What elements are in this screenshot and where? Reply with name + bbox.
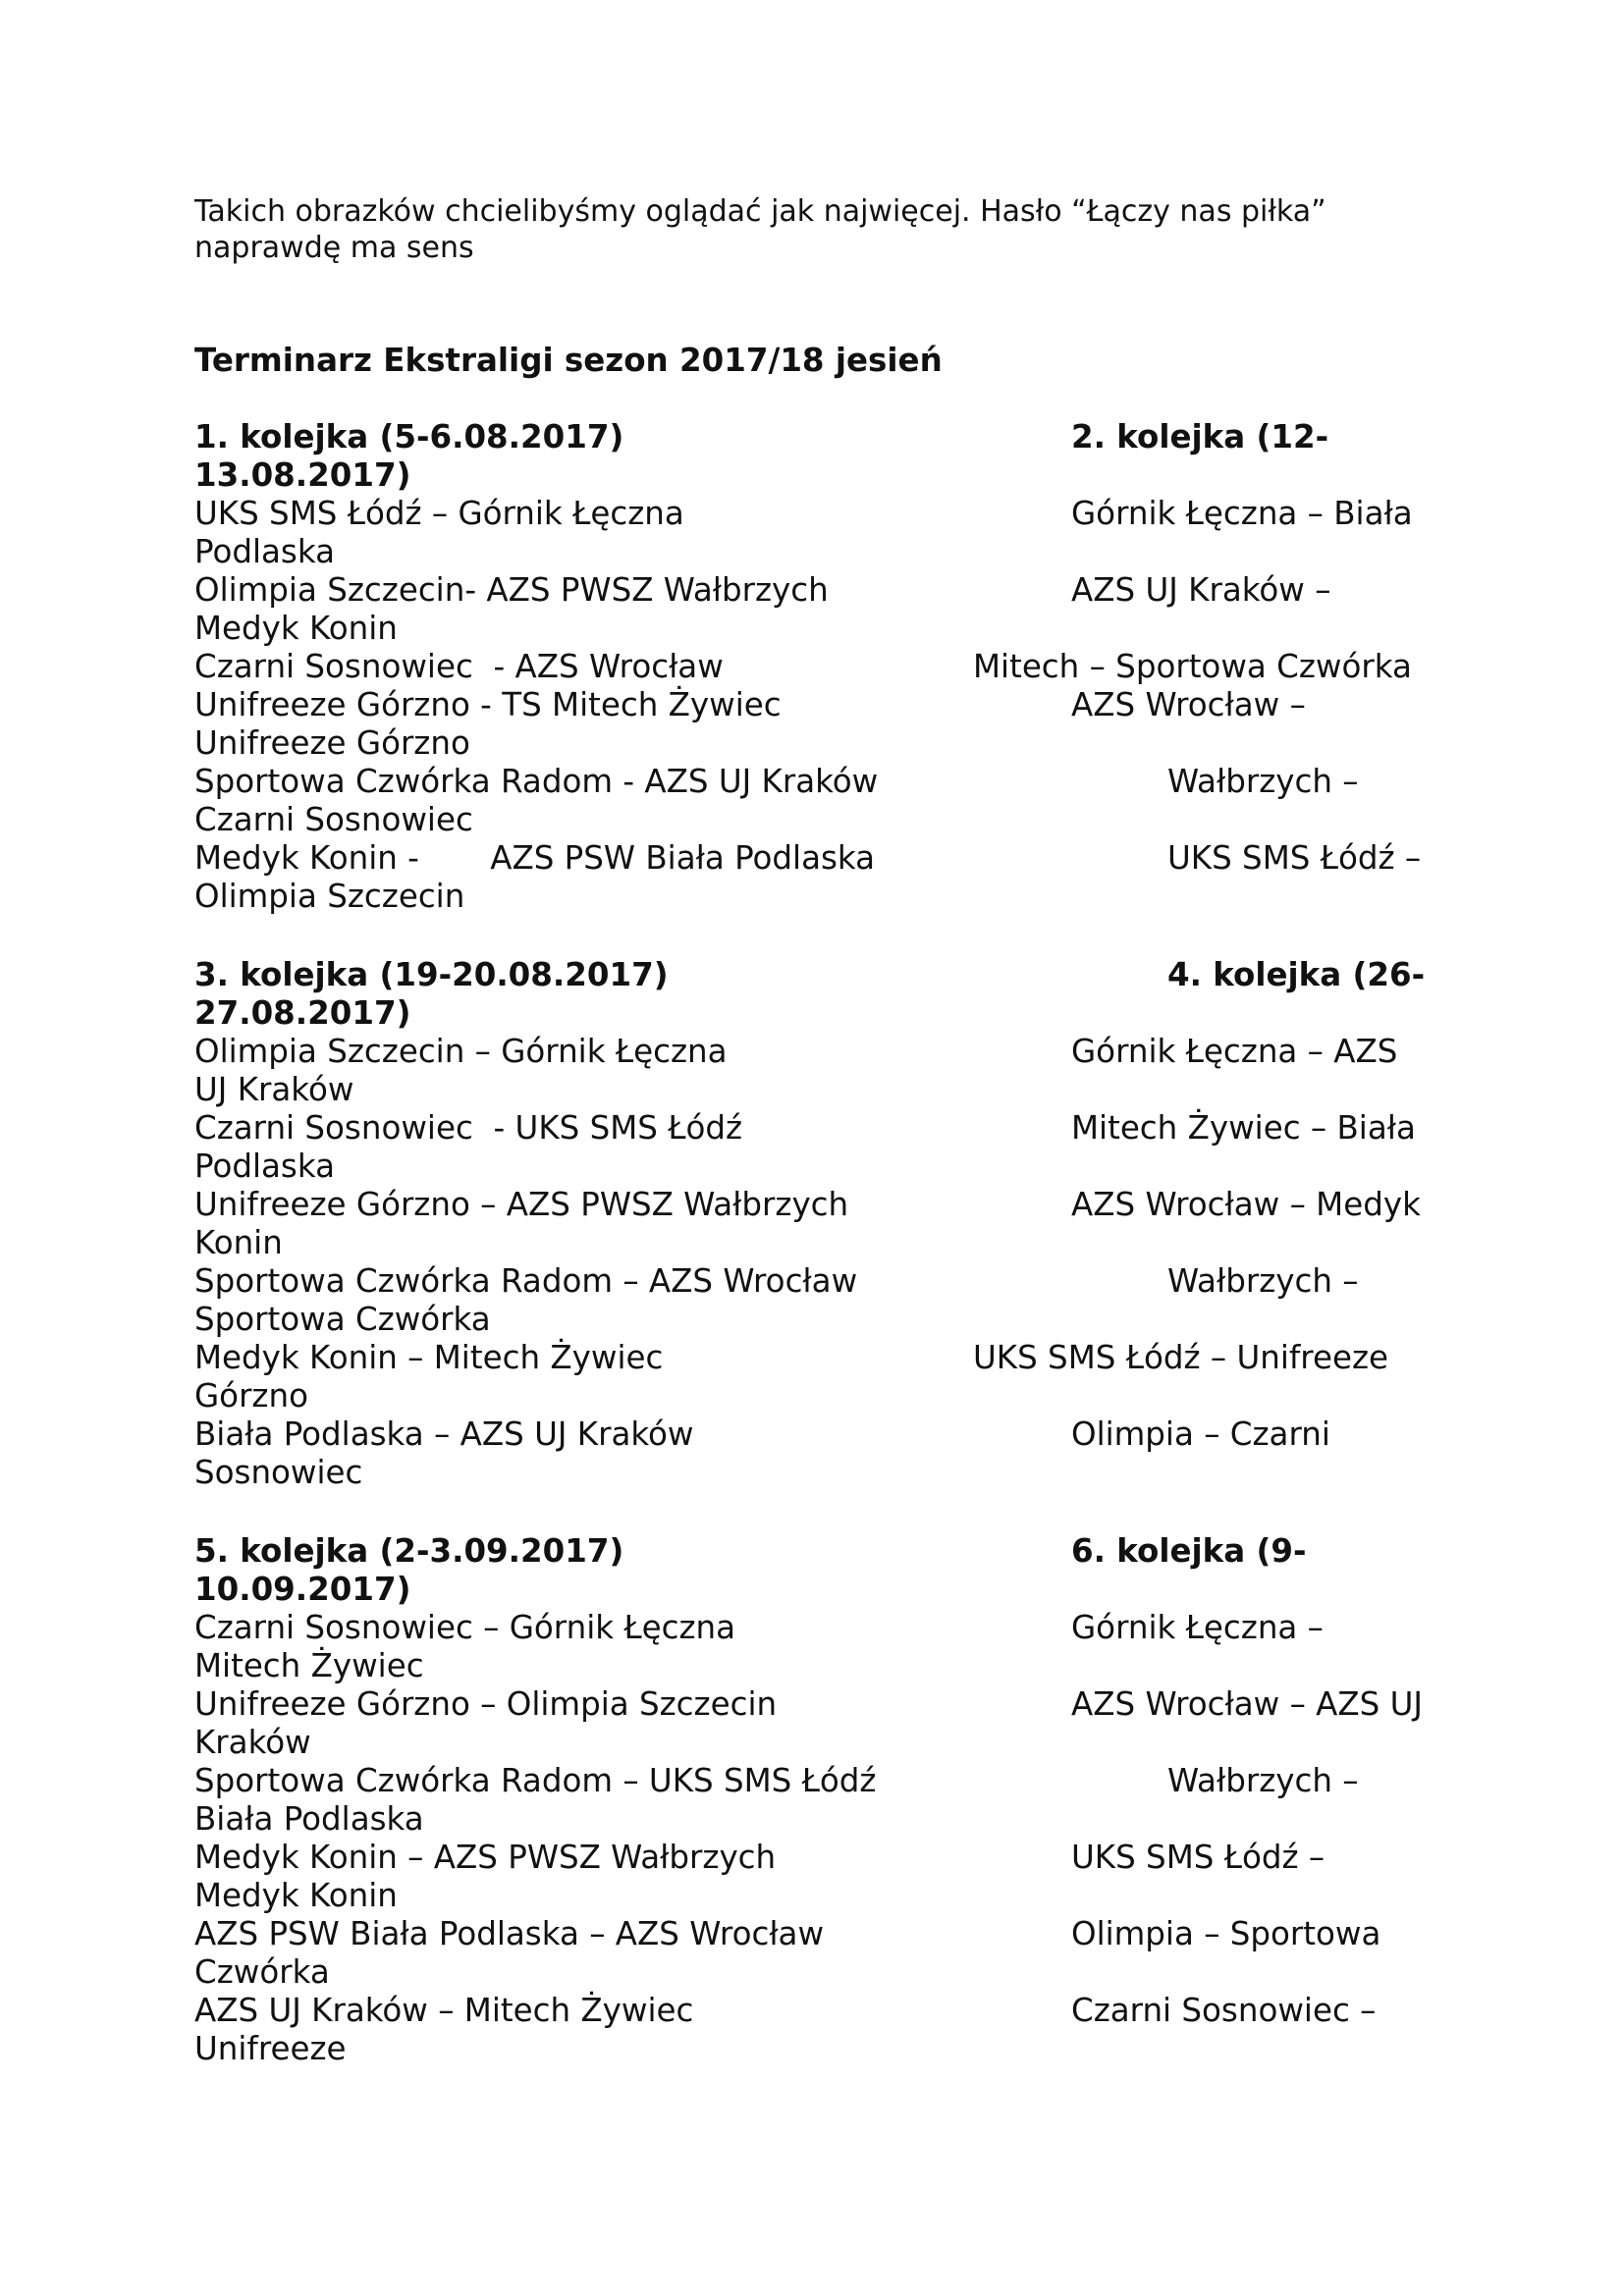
round-6-title: 6. kolejka (9- bbox=[1071, 1532, 1307, 1570]
match-line-right: AZS UJ Kraków – bbox=[1071, 571, 1331, 609]
match-line-right: AZS Wrocław – bbox=[1071, 686, 1306, 723]
match-line: AZS PSW Biała Podlaska – AZS Wrocław bbox=[194, 1915, 825, 1952]
round-2-title-wrap: 13.08.2017) bbox=[194, 456, 411, 494]
match-line: Czarni Sosnowiec - UKS SMS Łódź bbox=[194, 1109, 743, 1147]
match-line: Medyk Konin – AZS PWSZ Wałbrzych bbox=[194, 1839, 777, 1876]
match-line-right: Czarni Sosnowiec – bbox=[1071, 1992, 1377, 2029]
match-line: Biała Podlaska bbox=[194, 1800, 424, 1838]
round-5-title: 5. kolejka (2-3.09.2017) bbox=[194, 1532, 624, 1570]
match-line-right: Górnik Łęczna – AZS bbox=[1071, 1033, 1398, 1070]
round-6-title-wrap: 10.09.2017) bbox=[194, 1571, 411, 1608]
match-line-right: Olimpia – Sportowa bbox=[1071, 1915, 1381, 1952]
match-line-right: Wałbrzych – bbox=[1167, 1262, 1359, 1300]
match-line: Sportowa Czwórka Radom – AZS Wrocław bbox=[194, 1262, 858, 1300]
match-line-right: Górnik Łęczna – bbox=[1071, 1609, 1324, 1646]
round-2-title: 2. kolejka (12- bbox=[1071, 418, 1329, 455]
schedule-heading: Terminarz Ekstraligi sezon 2017/18 jesień bbox=[194, 342, 943, 379]
match-line: Medyk Konin bbox=[194, 1877, 398, 1914]
match-line: Podlaska bbox=[194, 1148, 335, 1185]
match-line-right: UKS SMS Łódź – bbox=[1167, 839, 1422, 877]
match-line: Górzno bbox=[194, 1377, 308, 1415]
match-line: Sportowa Czwórka Radom – UKS SMS Łódź bbox=[194, 1762, 877, 1799]
match-line: Mitech Żywiec bbox=[194, 1647, 424, 1684]
match-line: Unifreeze Górzno bbox=[194, 724, 470, 762]
match-line: Podlaska bbox=[194, 533, 335, 570]
match-line: Czarni Sosnowiec - AZS Wrocław bbox=[194, 648, 724, 685]
match-line-right: Górnik Łęczna – Biała bbox=[1071, 495, 1413, 532]
match-line: Sosnowiec bbox=[194, 1454, 363, 1491]
match-line: Olimpia Szczecin – Górnik Łęczna bbox=[194, 1033, 728, 1070]
match-line: Biała Podlaska – AZS UJ Kraków bbox=[194, 1415, 694, 1453]
match-line-right: AZS Wrocław – Medyk bbox=[1071, 1186, 1421, 1223]
match-line: Medyk Konin – Mitech Żywiec bbox=[194, 1339, 664, 1376]
match-line: Konin bbox=[194, 1224, 283, 1261]
match-line: Medyk Konin bbox=[194, 610, 398, 647]
match-line: Unifreeze Górzno – Olimpia Szczecin bbox=[194, 1685, 778, 1723]
match-line: Unifreeze Górzno – AZS PWSZ Wałbrzych bbox=[194, 1186, 849, 1223]
match-line: Unifreeze bbox=[194, 2030, 347, 2067]
match-line-right: UKS SMS Łódź – Unifreeze bbox=[973, 1339, 1388, 1376]
match-line: Medyk Konin - AZS PSW Biała Podlaska bbox=[194, 839, 876, 877]
match-line: Unifreeze Górzno - TS Mitech Żywiec bbox=[194, 686, 782, 723]
match-line: Czarni Sosnowiec bbox=[194, 801, 473, 838]
match-line: UJ Kraków bbox=[194, 1071, 354, 1108]
match-line-right: AZS Wrocław – AZS UJ bbox=[1071, 1685, 1424, 1723]
round-4-title-wrap: 27.08.2017) bbox=[194, 994, 411, 1032]
match-line-right: UKS SMS Łódź – bbox=[1071, 1839, 1325, 1876]
match-line-right: Mitech Żywiec – Biała bbox=[1071, 1109, 1416, 1147]
intro-line-2: naprawdę ma sens bbox=[194, 231, 474, 265]
round-1-title: 1. kolejka (5-6.08.2017) bbox=[194, 418, 624, 455]
match-line: UKS SMS Łódź – Górnik Łęczna bbox=[194, 495, 684, 532]
intro-line-1: Takich obrazków chcielibyśmy oglądać jak najwięcej. Hasło “Łączy nas piłka” bbox=[194, 194, 1326, 229]
round-3-title: 3. kolejka (19-20.08.2017) bbox=[194, 956, 669, 993]
match-line: Czwórka bbox=[194, 1953, 330, 1991]
match-line-right: Wałbrzych – bbox=[1167, 763, 1359, 800]
match-line: Kraków bbox=[194, 1724, 311, 1761]
round-4-title: 4. kolejka (26- bbox=[1167, 956, 1426, 993]
match-line-right: Wałbrzych – bbox=[1167, 1762, 1359, 1799]
match-line: AZS UJ Kraków – Mitech Żywiec bbox=[194, 1992, 694, 2029]
match-line: Olimpia Szczecin- AZS PWSZ Wałbrzych bbox=[194, 571, 829, 609]
match-line: Czarni Sosnowiec – Górnik Łęczna bbox=[194, 1609, 736, 1646]
match-line-right: Olimpia – Czarni bbox=[1071, 1415, 1330, 1453]
match-line: Sportowa Czwórka bbox=[194, 1301, 491, 1338]
match-line-right: Mitech – Sportowa Czwórka bbox=[973, 648, 1412, 685]
match-line: Olimpia Szczecin bbox=[194, 878, 465, 915]
match-line: Sportowa Czwórka Radom - AZS UJ Kraków bbox=[194, 763, 879, 800]
